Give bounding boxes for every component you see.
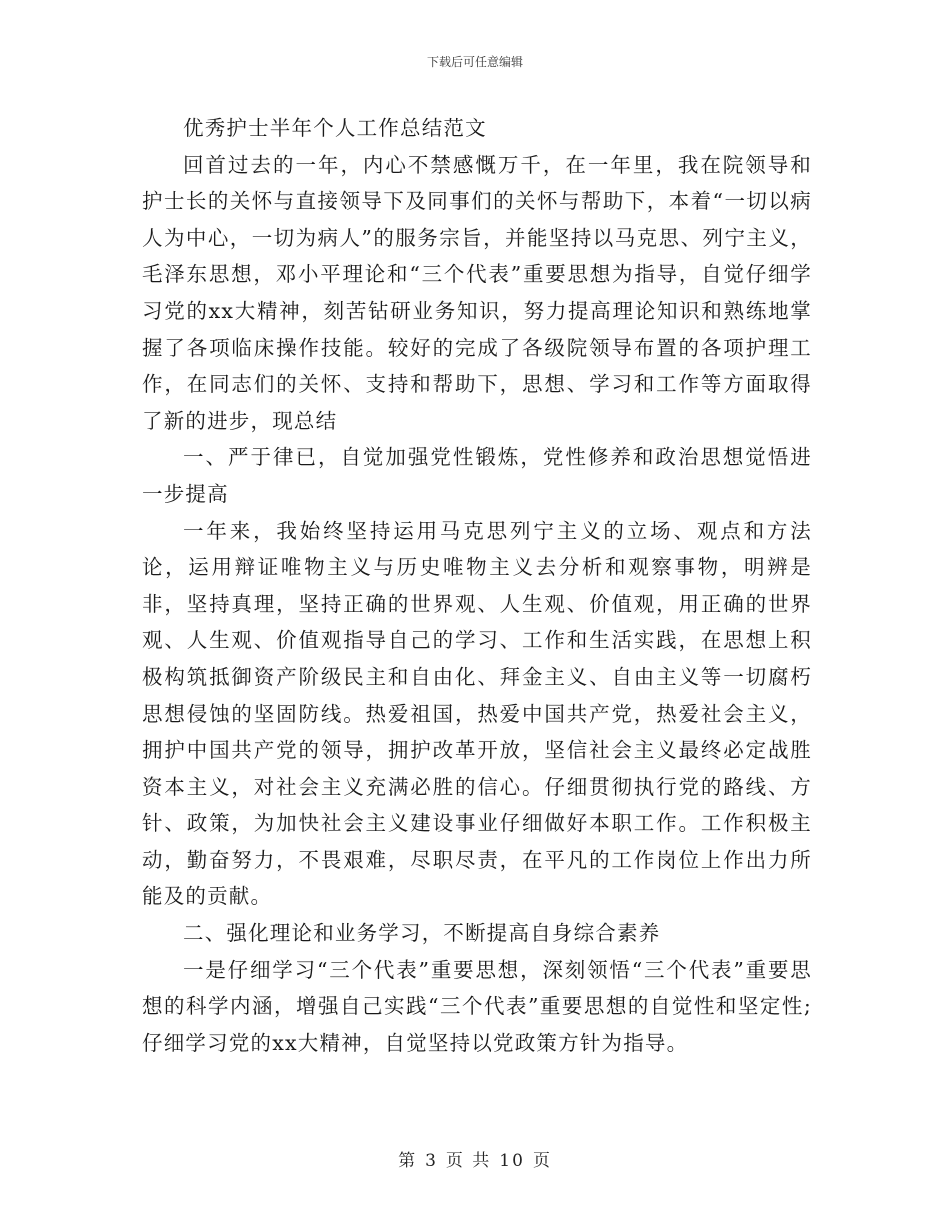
document-title: 优秀护士半年个人工作总结范文 <box>183 116 487 140</box>
footer-middle: 页 共 <box>445 1151 492 1171</box>
footer-page-number: 3 <box>425 1151 438 1171</box>
section-heading-2: 二、强化理论和业务学习，不断提高自身综合素养 <box>183 921 661 946</box>
paragraph-intro: 回首过去的一年，内心不禁感慨万千，在一年里，我在院领导和护士长的关怀与直接领导下及同事们的关怀与帮助下，本着“一切以病人为中心，一切为病人”的服务宗旨，并能坚持以马克思、列宁主义，毛泽东思想，邓小平理论和“三个代表”重要思想为指导，自觉仔细学习党的xx大精神，刻苦钻研业务知识，努力提高理论知识和熟练地掌握了各项临床操作技能。较好的完成了各级院领导布置的各项护理工作，在同志们的关怀、支持和帮助下，思想、学习和工作等方面取得了新的进步，现总结 <box>142 152 812 433</box>
footer-total-pages: 10 <box>499 1151 525 1171</box>
footer-suffix: 页 <box>532 1151 552 1171</box>
footer-prefix: 第 <box>398 1151 418 1171</box>
page-number-footer <box>0 1146 950 1171</box>
header-note: 下载后可任意编辑 <box>426 55 523 69</box>
paragraph-section-1: 一年来，我始终坚持运用马克思列宁主义的立场、观点和方法论，运用辩证唯物主义与历史唯物主义去分析和观察事物，明辨是非，坚持真理，坚持正确的世界观、人生观、价值观，用正确的世界观、人生观、价值观指导自己的学习、工作和生活实践，在思想上积极构筑抵御资产阶级民主和自由化、拜金主义、自由主义等一切腐朽思想侵蚀的坚固防线。热爱祖国，热爱中国共产党，热爱社会主义，拥护中国共产党的领导，拥护改革开放，坚信社会主义最终必定战胜资本主义，对社会主义充满必胜的信心。仔细贯彻执行党的路线、方针、政策，为加快社会主义建设事业仔细做好本职工作。工作积极主动，勤奋努力，不畏艰难，尽职尽责，在平凡的工作岗位上作出力所能及的贡献。 <box>142 518 812 909</box>
document-body <box>142 110 812 1061</box>
paragraph-section-2: 一是仔细学习“三个代表”重要思想，深刻领悟“三个代表”重要思想的科学内涵，增强自己实践“三个代表”重要思想的自觉性和坚定性;仔细学习党的xx大精神，自觉坚持以党政策方针为指导。 <box>142 957 812 1055</box>
section-heading-1: 一、严于律已，自觉加强党性锻炼，党性修养和政治思想觉悟进一步提高 <box>142 445 812 506</box>
